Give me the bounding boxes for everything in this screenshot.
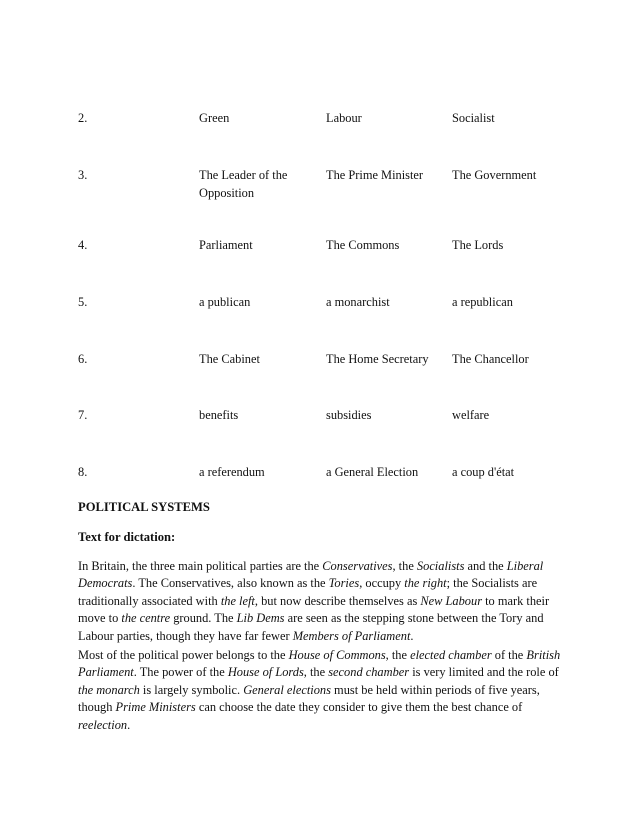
text-run: is largely symbolic. (139, 682, 244, 697)
text-run: must be held within periods of five years, (330, 682, 540, 697)
text-run: , the (392, 559, 417, 573)
text-run: of the (491, 648, 527, 662)
dictation-paragraph-2 (78, 647, 561, 734)
italic-term: second chamber (328, 665, 410, 680)
italic-term: reelection (78, 717, 128, 732)
option-b: a General Election (326, 465, 419, 479)
text-run: , occupy (359, 576, 405, 591)
italic-term: the left (220, 593, 255, 608)
table-row (0, 293, 638, 323)
option-c: a republican (452, 295, 513, 309)
option-b: Labour (326, 111, 362, 125)
italic-term: General elections (243, 682, 331, 697)
italic-term: the centre (121, 611, 171, 626)
text-run: . (127, 717, 131, 732)
text-run: ; the Socialists are (446, 576, 538, 591)
text-run: traditionally associated with (78, 593, 221, 608)
option-c: The Lords (452, 238, 504, 252)
text-run: , the (385, 648, 411, 662)
text-run: to mark their (482, 593, 550, 608)
table-row (0, 463, 638, 493)
option-a: Parliament (199, 238, 253, 252)
paragraph-line (78, 647, 561, 664)
text-run: ground. The (170, 611, 237, 626)
paragraph-line (78, 664, 559, 681)
text-run: . (410, 628, 414, 643)
paragraph-line (78, 558, 548, 575)
italic-term: Lib Dems (236, 611, 285, 626)
option-b: The Home Secretary (326, 352, 429, 366)
italic-term: the right (404, 576, 447, 591)
row-number: 5. (78, 295, 88, 309)
italic-term: Parliament (78, 665, 134, 680)
dictation-subtitle: Text for dictation: (78, 530, 176, 544)
paragraph-line (78, 610, 548, 627)
row-number: 3. (78, 168, 88, 182)
option-b: a monarchist (326, 295, 390, 309)
text-run: In Britain, the three main political parties are the (78, 559, 323, 573)
option-a: a publican (199, 295, 251, 309)
row-number: 2. (78, 111, 88, 125)
italic-term: Socialists (416, 559, 465, 573)
paragraph-line (78, 575, 548, 592)
option-c: a coup d'état (452, 465, 515, 479)
italic-term: elected chamber (410, 648, 492, 662)
italic-term: Members of Parliament (292, 628, 411, 643)
option-c: The Chancellor (452, 352, 529, 366)
paragraph-line (78, 593, 548, 610)
italic-term: the monarch (78, 682, 140, 697)
italic-term: British (526, 648, 561, 662)
italic-term: Conservatives (322, 559, 393, 573)
italic-term: House of Commons (288, 648, 386, 662)
text-run: . The power of the (133, 665, 228, 680)
italic-term: House of Lords (227, 665, 304, 680)
italic-term: New Labour (420, 593, 483, 608)
option-c: welfare (452, 408, 490, 422)
option-a: a referendum (199, 465, 265, 479)
row-number: 4. (78, 238, 88, 252)
text-run: , but now describe themselves as (254, 593, 421, 608)
text-run: , the (303, 665, 329, 680)
text-run: . The Conservatives, also known as the (132, 576, 329, 591)
option-b: The Prime Minister (326, 168, 424, 182)
row-number: 8. (78, 465, 88, 479)
italic-term: Democrats (78, 576, 133, 591)
text-run: are seen as the stepping stone between the Tory and (284, 611, 544, 626)
table-row (0, 109, 638, 139)
paragraph-line (78, 682, 548, 699)
option-a: The Cabinet (199, 352, 260, 366)
italic-term: Prime Ministers (115, 700, 196, 715)
option-c: Socialist (452, 111, 495, 125)
option-b: subsidies (326, 408, 372, 422)
option-b: The Commons (326, 238, 400, 252)
italic-term: Liberal (506, 559, 544, 573)
text-run: Most of the political power belongs to the (78, 648, 289, 662)
paragraph-line (78, 699, 548, 716)
option-a: Green (199, 111, 230, 125)
table-row (0, 166, 638, 200)
paragraph-line (78, 628, 548, 645)
text-run: can choose the date they consider to give them the best chance of (195, 700, 523, 715)
option-a: benefits (199, 408, 239, 422)
option-a: The Leader of the Opposition (199, 168, 288, 200)
text-run: is very limited and the role of (409, 665, 559, 680)
text-run: move to (78, 611, 122, 626)
table-row (0, 350, 638, 380)
text-run: though (78, 700, 116, 715)
section-title: POLITICAL SYSTEMS (78, 500, 210, 514)
table-row (0, 236, 638, 266)
italic-term: Tories (328, 576, 360, 591)
row-number: 7. (78, 408, 88, 422)
text-run: Labour parties, though they have far fewer (78, 628, 293, 643)
row-number: 6. (78, 352, 88, 366)
dictation-paragraph-1 (78, 558, 548, 645)
text-run: and the (464, 559, 507, 573)
table-row (0, 406, 638, 436)
paragraph-line (78, 717, 548, 734)
option-c: The Government (452, 168, 537, 182)
